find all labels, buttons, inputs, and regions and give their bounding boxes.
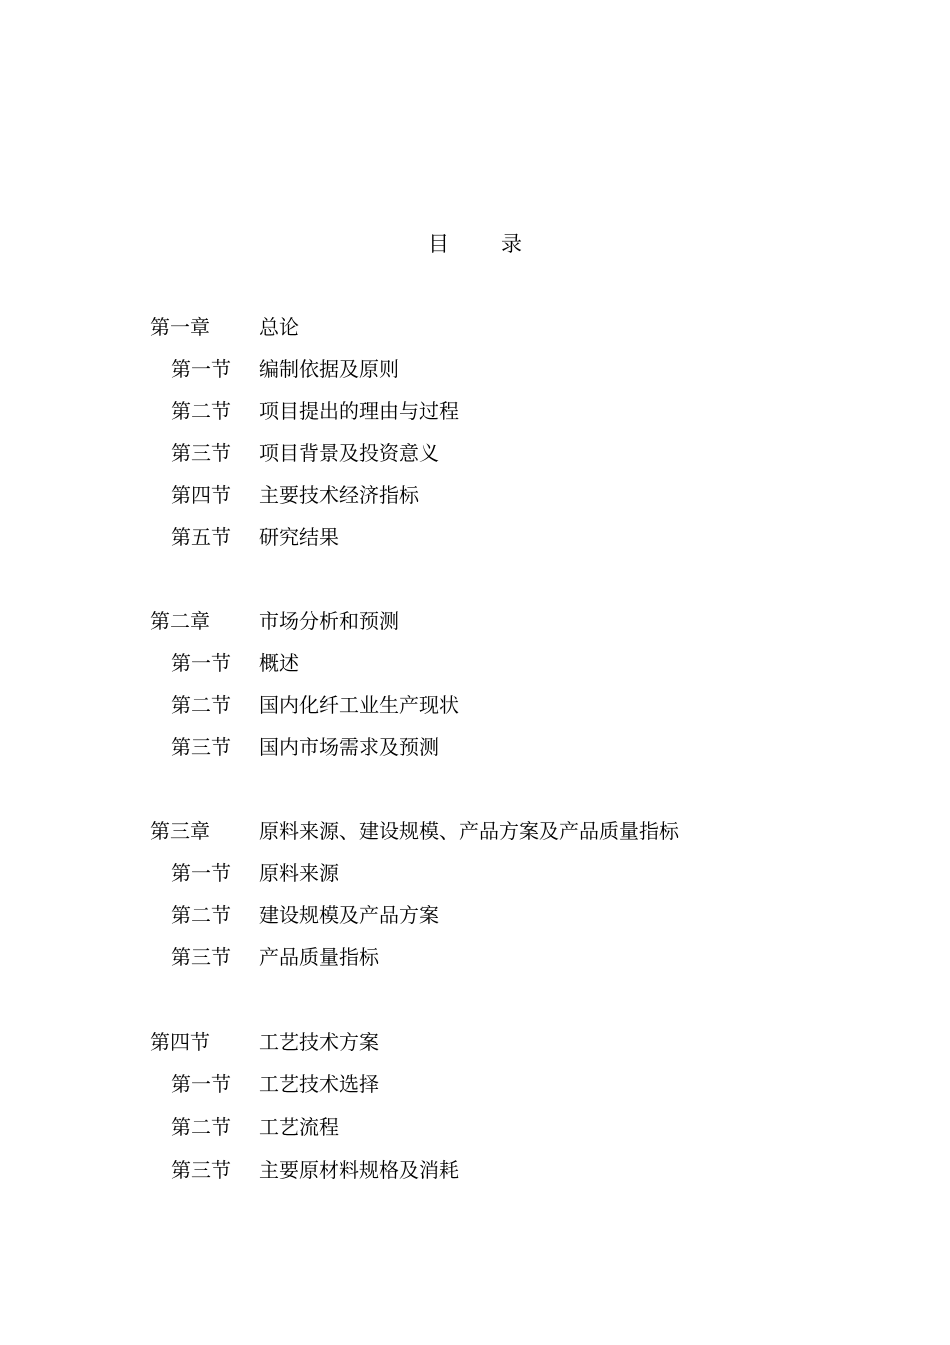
section-title: 编制依据及原则 <box>259 357 399 381</box>
section-label: 第二节 <box>171 399 231 423</box>
section-title: 项目背景及投资意义 <box>259 441 439 465</box>
section-title: 产品质量指标 <box>259 945 379 969</box>
section-label: 第四节 <box>171 483 231 507</box>
chapter-title: 原料来源、建设规模、产品方案及产品质量指标 <box>259 819 679 843</box>
chapter-title: 总论 <box>259 315 299 339</box>
section-label: 第一节 <box>171 861 231 885</box>
section-label: 第三节 <box>171 441 231 465</box>
section-title: 建设规模及产品方案 <box>259 903 439 927</box>
section-title: 工艺流程 <box>259 1115 339 1139</box>
section-label: 第五节 <box>171 525 231 549</box>
section-title: 概述 <box>259 651 299 675</box>
section-label: 第一节 <box>171 651 231 675</box>
section-label: 第三节 <box>171 735 231 759</box>
chapter-title: 市场分析和预测 <box>259 609 399 633</box>
section-label: 第三节 <box>171 945 231 969</box>
section-title: 主要原材料规格及消耗 <box>259 1158 459 1182</box>
section-label: 第三节 <box>171 1158 231 1182</box>
toc-title-char-1: 目 <box>428 232 449 256</box>
chapter-label: 第四节 <box>150 1030 210 1054</box>
chapter-label: 第一章 <box>150 315 210 339</box>
chapter-label: 第二章 <box>150 609 210 633</box>
section-label: 第一节 <box>171 357 231 381</box>
toc-title <box>0 228 950 258</box>
section-title: 工艺技术选择 <box>259 1072 379 1096</box>
chapter-label: 第三章 <box>150 819 210 843</box>
section-title: 国内市场需求及预测 <box>259 735 439 759</box>
section-title: 主要技术经济指标 <box>259 483 419 507</box>
section-title: 研究结果 <box>259 525 339 549</box>
toc-title-char-2: 录 <box>501 232 522 256</box>
section-title: 国内化纤工业生产现状 <box>259 693 459 717</box>
section-label: 第二节 <box>171 693 231 717</box>
section-title: 原料来源 <box>259 861 339 885</box>
section-label: 第一节 <box>171 1072 231 1096</box>
section-title: 项目提出的理由与过程 <box>259 399 459 423</box>
section-label: 第二节 <box>171 903 231 927</box>
section-label: 第二节 <box>171 1115 231 1139</box>
chapter-title: 工艺技术方案 <box>259 1030 379 1054</box>
